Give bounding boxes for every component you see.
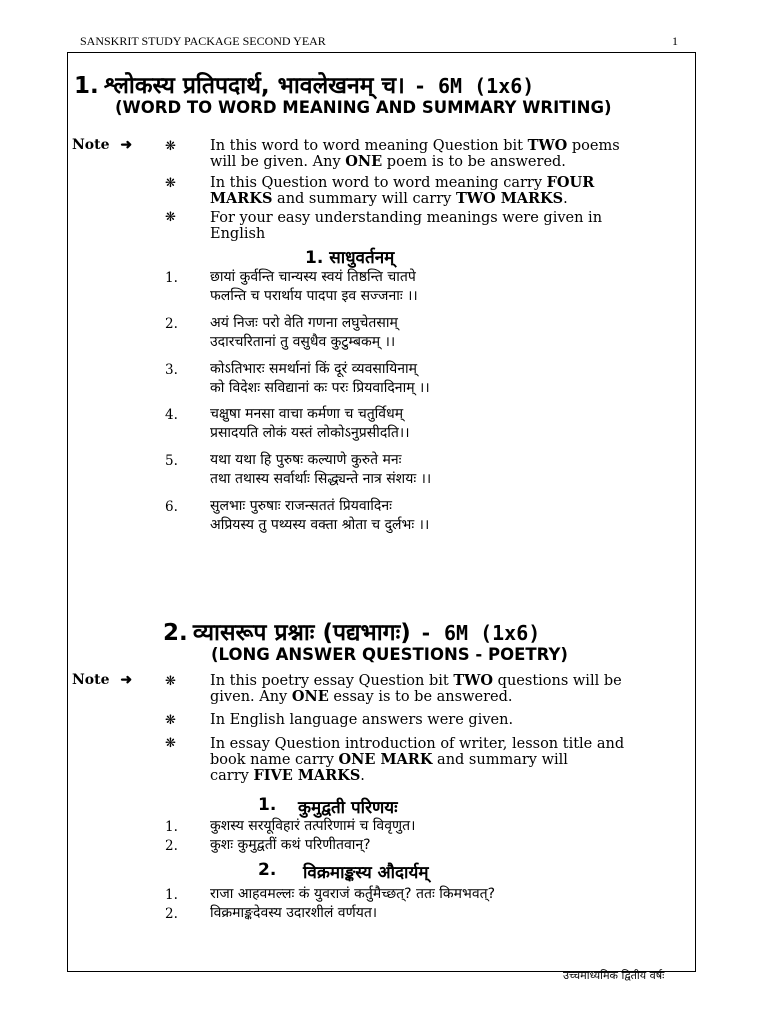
subsection2-number: 2. — [258, 860, 277, 880]
section2-note-label — [72, 672, 132, 688]
verse: छायां कुर्वन्ति चान्यस्य स्वयं तिष्ठन्ति चातपे फलन्ति च परार्थाय पादपा इव सज्जनाः ।। — [210, 269, 418, 304]
bullet-icon: ❋ — [165, 713, 176, 728]
question: विक्रमाङ्कदेवस्य उदारशीलं वर्णयत। — [210, 905, 378, 921]
note-label: Note — [72, 672, 110, 688]
verse: कोऽतिभारः समर्थानां किं दूरं व्यवसायिनाम् को विदेशः सविद्यानां कः परः प्रियवादिनाम् ।। — [210, 361, 430, 396]
section1-number: 1. — [74, 73, 99, 99]
verse: सुलभाः पुरुषाः राजन्सततं प्रियवादिनः अप्रियस्य तु पथ्यस्य वक्ता श्रोता च दुर्लभः ।। — [210, 498, 430, 533]
bullet-icon: ❋ — [165, 176, 176, 191]
bullet-icon: ❋ — [165, 674, 176, 689]
arrow-icon: ➜ — [120, 672, 133, 688]
question: कुशस्य सरयूविहारं तत्परिणामं च विवृणुत। — [210, 818, 416, 834]
section1-note-1: In this word to word meaning Question bit TWO poems will be given. Any ONE poem is to be answered. — [210, 137, 620, 170]
section1-note-label — [72, 137, 132, 153]
verse-number: 3. — [165, 362, 178, 378]
verse-number: 1. — [165, 270, 178, 286]
section1-heading — [74, 68, 534, 100]
poem-title: 1. साधुवर्तनम् — [305, 248, 395, 268]
section2-note-1: In this poetry essay Question bit TWO questions will be given. Any ONE essay is to be answered. — [210, 672, 622, 705]
section2-marks: - 6M (1x6) — [419, 621, 541, 645]
page-number: 1 — [672, 34, 678, 48]
question-number: 2. — [165, 838, 178, 854]
bullet-icon: ❋ — [165, 139, 176, 154]
note-label: Note — [72, 137, 110, 153]
question-number: 2. — [165, 906, 178, 922]
bullet-icon: ❋ — [165, 210, 176, 225]
running-header: SANSKRIT STUDY PACKAGE SECOND YEAR — [80, 34, 326, 48]
verse-number: 4. — [165, 407, 178, 423]
bullet-icon: ❋ — [165, 736, 176, 751]
subsection1-title: कुमुद्वती परिणयः — [298, 798, 398, 818]
verse: अयं निजः परो वेति गणना लघुचेतसाम् उदारचरितानां तु वसुधैव कुटुम्बकम् ।। — [210, 315, 398, 350]
subsection1-number: 1. — [258, 795, 277, 815]
section2-heading — [163, 615, 540, 647]
section2-title-sanskrit: व्यासरूप प्रश्नाः (पद्यभागः) — [192, 620, 411, 646]
section1-title-english: (WORD TO WORD MEANING AND SUMMARY WRITING) — [115, 98, 612, 117]
section1-note-3: For your easy understanding meanings were given in English — [210, 210, 603, 242]
section2-note-2: In English language answers were given. — [210, 712, 514, 728]
section2-note-3: In essay Question introduction of writer, lesson title and book name carry ONE MARK and summary will carry FIVE MARKS. — [210, 736, 625, 784]
section1-note-2: In this Question word to word meaning carry FOUR MARKS and summary will carry TWO MARKS. — [210, 174, 595, 207]
arrow-icon: ➜ — [120, 137, 133, 153]
subsection2-title: विक्रमाङ्कस्य औदार्यम् — [303, 863, 429, 883]
section2-number: 2. — [163, 620, 188, 646]
question-number: 1. — [165, 819, 178, 835]
verse: यथा यथा हि पुरुषः कल्याणे कुरुते मनः तथा तथास्य सर्वार्थाः सिद्ध्यन्ते नात्र संशयः ।। — [210, 452, 432, 487]
verse-number: 6. — [165, 499, 178, 515]
section2-title-english: (LONG ANSWER QUESTIONS - POETRY) — [211, 645, 568, 664]
section1-marks: - 6M (1x6) — [413, 74, 535, 98]
verse-number: 2. — [165, 316, 178, 332]
footer-text: उच्चमाध्यमिक द्वितीय वर्षः — [563, 969, 665, 982]
verse: चक्षुषा मनसा वाचा कर्मणा च चतुर्विधम् प्रसादयति लोकं यस्तं लोकोऽनुप्रसीदति।। — [210, 406, 410, 441]
question: कुशः कुमुद्वतीं कथं परिणीतवान्? — [210, 837, 371, 853]
question-number: 1. — [165, 887, 178, 903]
question: राजा आहवमल्लः कं युवराजं कर्तुमैच्छत्? ततः किमभवत्? — [210, 886, 496, 902]
section1-title-sanskrit: श्लोकस्य प्रतिपदार्थ, भावलेखनम् च। — [103, 73, 405, 99]
verse-number: 5. — [165, 453, 178, 469]
